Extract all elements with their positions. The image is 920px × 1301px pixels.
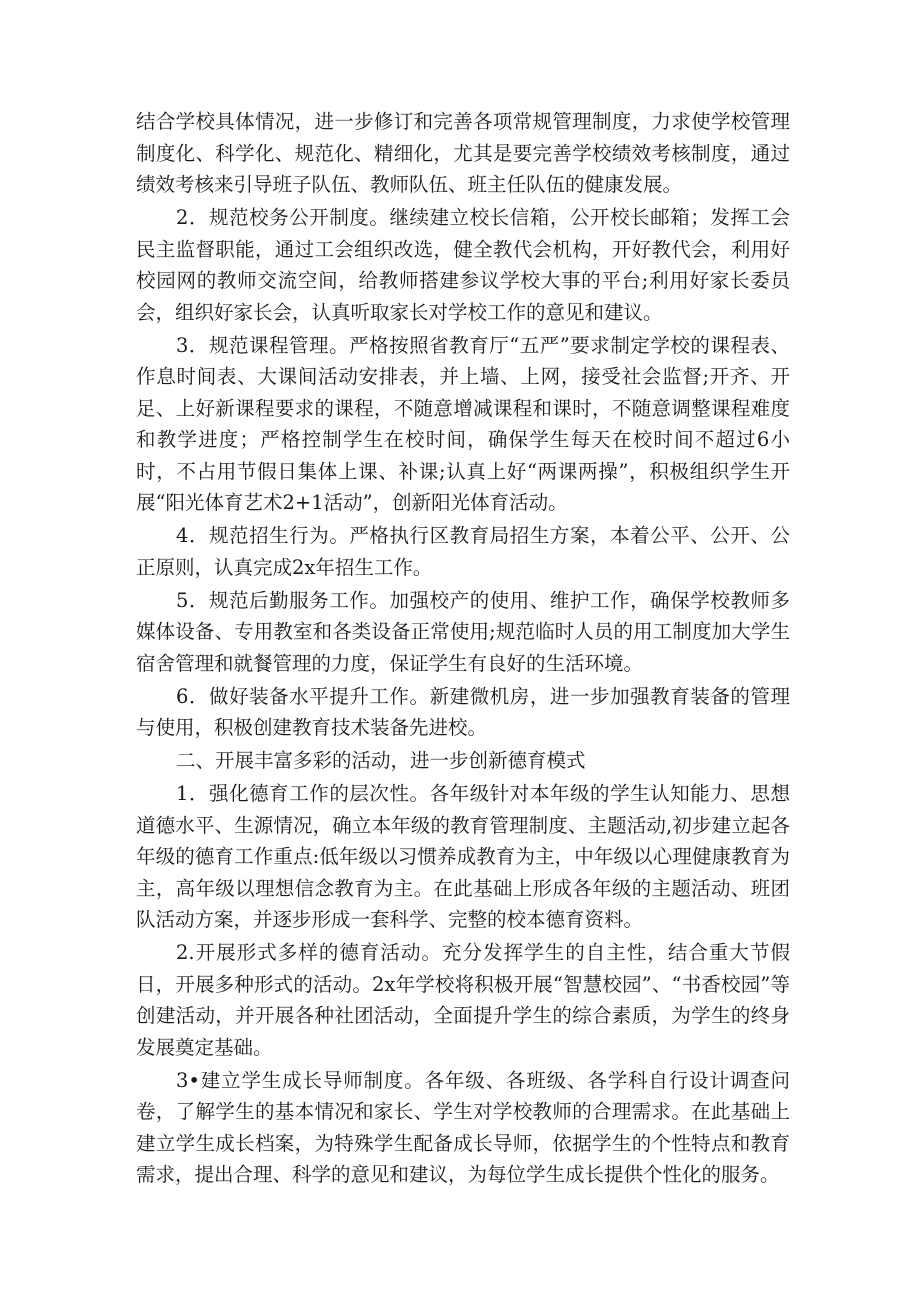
paragraph-item-6-equipment: 6．做好装备水平提升工作。新建微机房，进一步加强教育装备的管理与使用，积极创建教育技术装备先进校。 (136, 684, 790, 739)
section-heading-moral-education: 二、开展丰富多彩的活动，进一步创新德育模式 (176, 749, 586, 772)
paragraph-item-2-school-affairs: 2．规范校务公开制度。继续建立校长信箱，公开校长邮箱；发挥工会民主监督职能，通过工会组织改选，健全教代会机构，开好教代会，利用好校园网的教师交流空间，给教师搭建参议学校大事的平台;利用好家长委员会，组织好家长会，认真听取家长对学校工作的意见和建议。 (136, 206, 790, 324)
paragraph-item-4-enrollment: 4．规范招生行为。严格执行区教育局招生方案，本着公平、公开、公正原则，认真完成2x年招生工作。 (136, 524, 790, 579)
paragraph-item-2-moral-activities: 2.开展形式多样的德育活动。充分发挥学生的自主性，结合重大节假日，开展多种形式的活动。2x年学校将积极开展“智慧校园”、“书香校园”等创建活动，并开展各种社团活动，全面提升学生的综合素质，为学生的终身发展奠定基础。 (136, 941, 790, 1059)
paragraph-continuation: 结合学校具体情况，进一步修订和完善各项常规管理制度，力求使学校管理制度化、科学化、规范化、精细化，尤其是要完善学校绩效考核制度，通过绩效考核来引导班子队伍、教师队伍、班主任队伍的健康发展。 (136, 110, 790, 196)
paragraph-item-3-mentor-system: 3•建立学生成长导师制度。各年级、各班级、各学科自行设计调查问卷，了解学生的基本情况和家长、学生对学校教师的合理需求。在此基础上建立学生成长档案，为特殊学生配备成长导师，依据学生的个性特点和教育需求，提出合理、科学的意见和建议，为每位学生成长提供个性化的服务。 (136, 1068, 790, 1186)
document-body (136, 106, 790, 1192)
paragraph-item-3-curriculum: 3．规范课程管理。严格按照省教育厅“五严”要求制定学校的课程表、作息时间表、大课间活动安排表，并上墙、上网，接受社会监督;开齐、开足、上好新课程要求的课程，不随意增减课程和课时，不随意调整课程难度和教学进度；严格控制学生在校时间，确保学生每天在校时间不超过6小时，不占用节假日集体上课、补课;认真上好“两课两操”，积极组织学生开展“阳光体育艺术2+1活动”，创新阳光体育活动。 (136, 333, 790, 514)
paragraph-item-5-logistics: 5．规范后勤服务工作。加强校产的使用、维护工作，确保学校教师多媒体设备、专用教室和各类设备正常使用;规范临时人员的用工制度加大学生宿舍管理和就餐管理的力度，保证学生有良好的生活环境。 (136, 588, 790, 675)
paragraph-item-1-moral-levels: 1．强化德育工作的层次性。各年级针对本年级的学生认知能力、思想道德水平、生源情况，确立本年级的教育管理制度、主题活动,初步建立起各年级的德育工作重点:低年级以习惯养成教育为主，中年级以心理健康教育为主，高年级以理想信念教育为主。在此基础上形成各年级的主题活动、班团队活动方案，并逐步形成一套科学、完整的校本德育资料。 (136, 782, 790, 931)
